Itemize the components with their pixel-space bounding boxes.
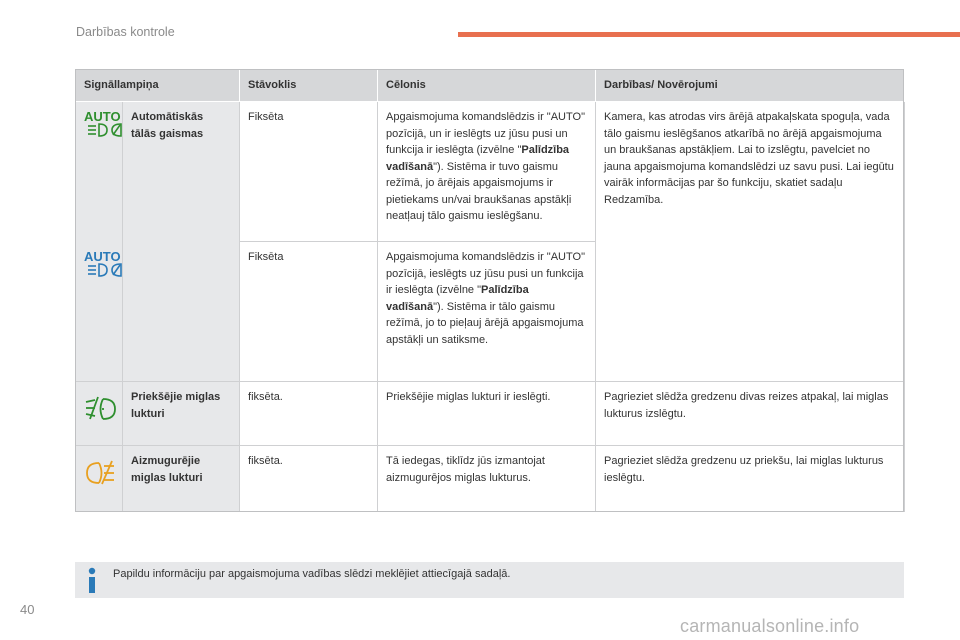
info-text: Papildu informāciju par apgaismojuma vadības slēdzi meklējiet attiecīgajā sadaļā. [113,568,511,580]
info-note [75,562,904,598]
section-title: Darbības kontrole [76,25,175,39]
header-accent-bar [458,32,960,37]
row-action: Pagrieziet slēdža gredzenu uz priekšu, lai miglas lukturus ieslēgtu. [596,446,905,512]
row-state: Fiksēta [240,102,378,242]
cause-bold-term: Palīdzība vadīšanā [386,144,570,173]
row-icon-cell [76,446,123,512]
row-icon-cell [76,382,123,446]
table-row [76,446,905,512]
row-state: fiksēta. [240,382,378,446]
row-name: Aizmugurējie miglas lukturi [123,446,240,512]
warning-lamps-table [75,69,905,512]
col-header-cause: Cēlonis [378,69,596,102]
row-action: Kamera, kas atrodas virs ārējā atpakaļskata spoguļa, vada tālo gaismu ieslēgšanos atkarībā no ārējā apgaismojuma un braukšanas apstākļiem. Lai to izslēgtu, pavelciet no jauna apgaismojuma komandslēdzi uz savu pusi. Lai iegūtu vairāk informācijas par šo funkciju, skatiet sadaļu Redzamība. [596,102,905,382]
front-fog-lamp-icon [84,396,114,422]
auto-high-beam-blue-icon [84,248,121,279]
info-icon [85,566,99,594]
svg-text:AUTO: AUTO [84,109,121,124]
row-state: fiksēta. [240,446,378,512]
table-row [76,102,905,242]
col-header-signal: Signāllampiņa [76,69,240,102]
watermark: carmanualsonline.info [680,616,860,636]
page-number: 40 [20,602,35,617]
row-icon-cell [76,102,123,242]
svg-text:AUTO: AUTO [84,248,121,264]
row-icon-cell [76,242,123,382]
row-action: Pagrieziet slēdža gredzenu divas reizes atpakaļ, lai miglas lukturus izslēgtu. [596,382,905,446]
row-cause: Priekšējie miglas lukturi ir ieslēgti. [378,382,596,446]
col-header-state: Stāvoklis [240,69,378,102]
row-cause [378,242,596,382]
col-header-action: Darbības/ Novērojumi [596,69,905,102]
table-row [76,382,905,446]
row-cause: Tā iedegas, tiklīdz jūs izmantojat aizmugurējos miglas lukturus. [378,446,596,512]
table-header-row [76,69,905,102]
row-name: Priekšējie miglas lukturi [123,382,240,446]
cause-text-part: Apgaismojuma komandslēdzis ir "AUTO" pozīcijā, ieslēgts uz jūsu pusi un funkcija ir ieslēgta (izvēlne " [386,251,585,296]
cause-text-part: Apgaismojuma komandslēdzis ir "AUTO" pozīcijā, un ir ieslēgts uz jūsu pusi un funkcija ir ieslēgta (izvēlne " [386,111,585,156]
row-cause [378,102,596,242]
row-state: Fiksēta [240,242,378,382]
cause-text-part: "). Sistēma ir tuvo gaismu režīmā, jo ārējais apgaismojums ir pietiekams un/vai braukšanas apstākļi neatļauj tālo gaismu ieslēgšanu. [386,160,572,222]
cause-bold-term: Palīdzība vadīšanā [386,284,529,313]
cause-text-part: "). Sistēma ir tālo gaismu režīmā, jo to pieļauj ārējā apgaismojuma apstākļi un satiksme. [386,300,584,346]
auto-high-beam-green-icon [84,109,121,139]
rear-fog-lamp-icon [84,460,114,486]
row-name: Automātiskās tālās gaismas [123,102,240,382]
